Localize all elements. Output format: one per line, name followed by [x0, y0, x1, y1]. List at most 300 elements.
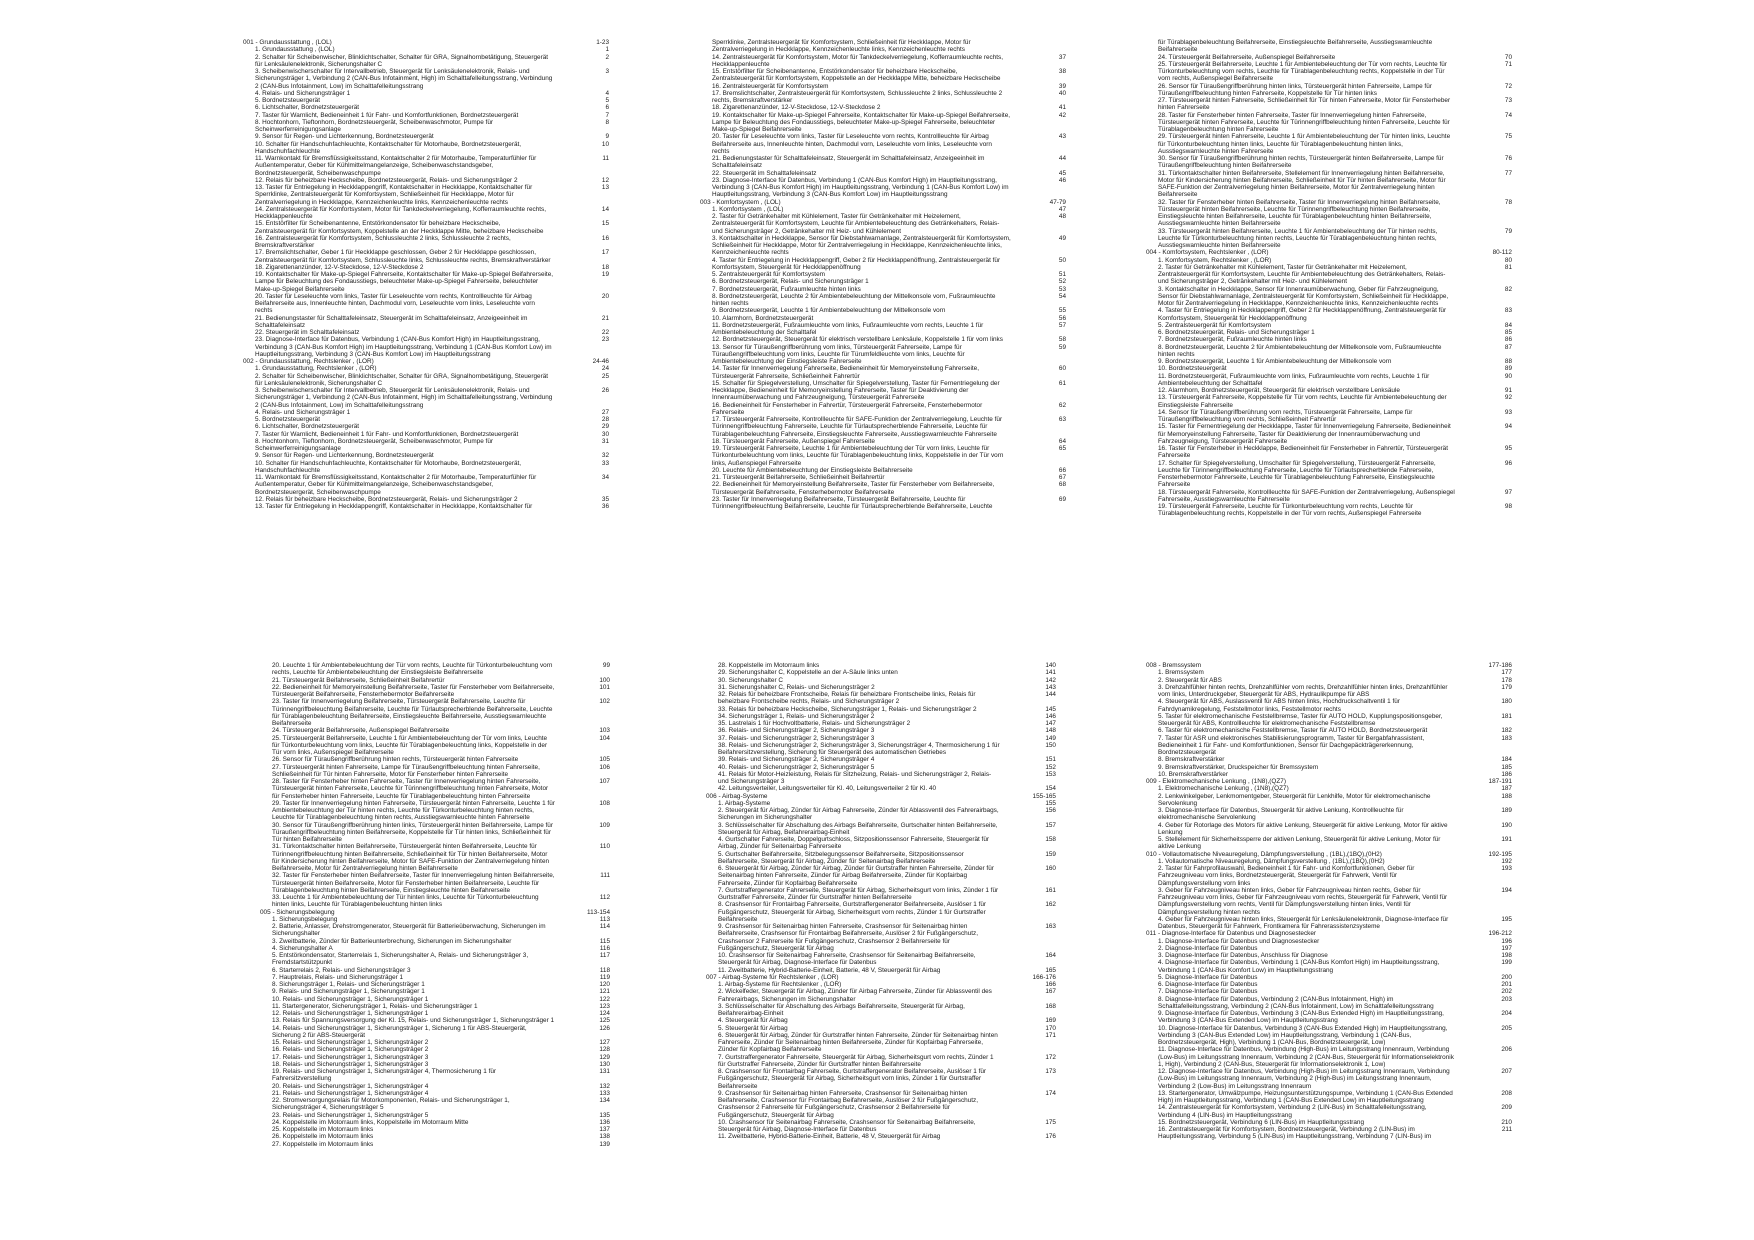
- toc-entry: [706, 865, 1056, 887]
- toc-entry: [706, 684, 1056, 691]
- toc-page-number: 44: [1058, 155, 1066, 162]
- toc-entry: [243, 503, 609, 510]
- toc-entry-title: 19. Kontaktschalter für Make-up-Spiegel Fahrerseite, Kontaktschalter für Make-up-Spiegel Beifahrerseite, Lampe für Beleuchtung des Fondausstiegs, beleuchteter Make-up-Spiegel Fahrerseite, beleuchteter Make-up-Spiegel Beifahrerseite: [712, 111, 1011, 133]
- toc-entry: [260, 872, 610, 894]
- toc-page-number: 30: [601, 430, 609, 438]
- toc-page-number: 46: [1058, 176, 1066, 184]
- toc-page-number: 115: [599, 937, 610, 945]
- toc-page-number: 120: [599, 981, 610, 988]
- toc-entry: [706, 981, 1056, 988]
- toc-entry: [1146, 785, 1512, 792]
- toc-entry-title: 8. Bordnetzsteuergerät, Leuchte 2 für Ambientebeleuchtung der Mittelkonsole vorn, Fußraumleuchte hinten rechts: [712, 292, 996, 307]
- toc-entry-title: 16. Taster für Fensterheber in Heckklappe, Bedieneinheit für Fensterheber in Fahrertür, Türsteuergerät Fahrerseite: [1158, 445, 1448, 460]
- toc-page-number: 149: [1045, 734, 1056, 742]
- toc-page-number: 126: [599, 1024, 610, 1032]
- toc-page-number: 15: [601, 220, 609, 228]
- toc-page-number: 117: [599, 952, 610, 959]
- toc-entry: [706, 1068, 1056, 1090]
- toc-entry-title: 33. Relais für beheizbare Heckscheibe, Sicherungsträger 1, Relais- und Sicherungsträger 2: [718, 705, 977, 713]
- toc-page-number: 3: [605, 68, 609, 75]
- toc-entry: [1146, 112, 1512, 134]
- toc-entry-title: 24. Türsteuergerät Beifahrerseite, Außenspiegel Beifahrerseite: [272, 727, 450, 735]
- toc-page-number: 177: [1501, 669, 1512, 677]
- toc-entry: [700, 271, 1066, 278]
- toc-entry-title: 27. Koppelstelle im Motorraum links: [272, 1140, 374, 1148]
- toc-entry: [260, 938, 610, 945]
- toc-entry-title: 15. Entstörfilter für Scheibenantenne, Entstörkondensator für beheizbare Heckscheibe, Zentralsteuergerät für Komfortsystem, Koppelstelle an der Heckklappe Mitte, beheizbare Heckscheibe: [712, 68, 1001, 83]
- toc-entry: [1146, 322, 1512, 329]
- toc-page-number: 104: [599, 734, 610, 742]
- toc-entry: [700, 104, 1066, 111]
- toc-entry: [1146, 858, 1512, 865]
- toc-entry: [700, 286, 1066, 293]
- toc-page-number: 79: [1504, 227, 1512, 235]
- toc-entry: [243, 365, 609, 372]
- toc-entry: [243, 104, 609, 111]
- toc-entry-title: 19. Relais- und Sicherungsträger 1, Sicherungsträger 4, Thermosicherung 1 für Fahrersitzverstellung: [272, 1068, 497, 1083]
- toc-page-number: 52: [1058, 278, 1066, 286]
- toc-page-number: 85: [1504, 329, 1512, 336]
- toc-entry-title: 21. Bedienungstaster für Schalttafeleinsatz, Steuergerät im Schalttafeleinsatz, Anzeigeeinheit im Schalttafeleinsatz: [712, 155, 985, 170]
- toc-entry: [700, 467, 1066, 474]
- toc-entry: [243, 387, 609, 409]
- toc-entry: [700, 112, 1066, 134]
- toc-page-number: 23: [601, 336, 609, 344]
- toc-entry-title: 4. Relais- und Sicherungsträger 1: [255, 89, 351, 97]
- toc-page-number: 145: [1045, 705, 1056, 713]
- toc-entry: [260, 988, 610, 995]
- toc-entry-title: 10. Crashsensor für Seitenairbag Fahrerseite, Crashsensor für Seitenairbag Beifahrerseite, Steuergerät für Airbag, Diagnose-Interface für Datenbus: [718, 1118, 976, 1133]
- toc-page-number: 207: [1501, 1068, 1512, 1075]
- toc-entry-title: 12. Relais für beheizbare Heckscheibe, Bordnetzsteuergerät, Relais- und Sicherungsträger 2: [255, 495, 518, 503]
- toc-entry: [1146, 133, 1512, 155]
- toc-entry: [1146, 358, 1512, 365]
- toc-page-number: 43: [1058, 133, 1066, 141]
- toc-entry-title: 16. Zentralsteuergerät für Komfortsystem, Bordnetzsteuergerät, Verbindung 2 (LIN-Bus) im Hauptleitungsstrang, Verbindung 5 (LIN-Bus) im Hauptleitungsstrang, Verbindung 7 (LIN-Bus) im: [1158, 1126, 1432, 1141]
- toc-entry-title: Sperrklinke, Zentralsteuergerät für Komfortsystem, Schließeinheit für Heckklappe, Motor für Zentralverriegelung in Heckklappe, Kennzeichenleuchte links, Kennzeichenleuchte rechts: [712, 39, 971, 54]
- toc-entry-title: 5. Steuergerät für Airbag: [718, 1024, 788, 1032]
- toc-entry-title: 3. Scheibenwischerschalter für Intervallbetrieb, Steuergerät für Lenksäulenelektronik, Relais- und Sicherungsträger 1, Verbindung 2 (CAN-Bus Infotainment, High) im Schalttafelleitungsstrang, Verbindung 2 (CAN-Bus Infotainment, Low) im Schalttafelleitungsstrang: [255, 68, 553, 90]
- toc-page-number: 112: [599, 894, 610, 901]
- toc-entry-title: 22. Bedieneinheit für Memoryeinstellung Beifahrerseite, Taster für Fensterheber vorn Beifahrerseite, Türsteuergerät Beifahrerseite, Fensterhebermotor Beifahrerseite: [272, 683, 555, 698]
- toc-page-number: 209: [1501, 1104, 1512, 1112]
- toc-page-number: 196-212: [1488, 930, 1512, 938]
- toc-entry-title: 8. Sicherungsträger 1, Relais- und Sicherungsträger 1: [272, 981, 425, 988]
- toc-page-number: 80-112: [1492, 249, 1512, 257]
- toc-entry: [706, 901, 1056, 923]
- toc-page-number: 176: [1045, 1133, 1056, 1141]
- toc-entry: [1146, 489, 1512, 504]
- toc-page-number: 102: [599, 698, 610, 706]
- toc-page-number: 133: [599, 1089, 610, 1097]
- toc-section-heading: [1146, 778, 1512, 785]
- toc-entry: [243, 155, 609, 177]
- toc-entry: [243, 220, 609, 235]
- toc-entry-title: 7. Diagnose-Interface für Datenbus: [1158, 988, 1258, 996]
- toc-page-number: 195: [1501, 915, 1512, 923]
- toc-entry-title: 3. Schlüsselschalter für Abschaltung des Airbags Beifahrerseite, Steuergerät für Airbag, Beifahrerairbag-Einheit: [718, 1002, 965, 1017]
- toc-entry: [700, 344, 1066, 366]
- toc-entry: [243, 315, 609, 330]
- toc-entry-title: 11. Zweitbatterie, Hybrid-Batterie-Einheit, Batterie, 48 V, Steuergerät für Airbag: [718, 966, 941, 974]
- toc-entry: [1146, 155, 1512, 170]
- toc-entry-title: 3. Zweitbatterie, Zünder für Batterieunterbrechung, Sicherungen im Sicherungshalter: [272, 937, 512, 945]
- toc-entry-title: 5. Zentralsteuergerät für Komfortsystem: [1158, 321, 1271, 329]
- toc-entry: [1146, 83, 1512, 98]
- toc-page-number: 208: [1501, 1089, 1512, 1097]
- toc-entry: [706, 988, 1056, 1003]
- toc-page-number: 150: [1045, 741, 1056, 749]
- toc-entry: [1146, 959, 1512, 974]
- toc-entry-title: 22. Bedieneinheit für Memoryeinstellung Beifahrerseite, Taster für Fensterheber vorn Beifahrerseite, Türsteuergerät Beifahrerseite, Fensterhebermotor Beifahrerseite: [712, 481, 995, 496]
- toc-page-number: 76: [1504, 155, 1512, 162]
- toc-entry: [706, 706, 1056, 713]
- toc-entry-title: 10. Alarmhorn, Bordnetzsteuergerät: [712, 314, 814, 322]
- toc-page-number: 155: [1045, 799, 1056, 807]
- toc-entry-title: 11. Bordnetzsteuergerät, Fußraumleuchte vorn links, Fußraumleuchte vorn rechts, Leuchte 1 für Ambientebeleuchtung der Schalttafel: [712, 321, 984, 336]
- toc-entry-title: 34. Sicherungsträger 1, Relais- und Sicherungsträger 2: [718, 712, 875, 720]
- toc-entry-title: 20. Leuchte 1 für Ambientebeleuchtung der Tür vorn rechts, Leuchte für Türkonturbeleuchtung vorn rechts, Leuchte für Ambientebeleuchtung der Einstiegsleiste Beifahrerseite: [272, 662, 553, 677]
- toc-entry-title: 21. Bedienungstaster für Schalttafeleinsatz, Steuergerät im Schalttafeleinsatz, Anzeigeeinheit im Schalttafeleinsatz: [255, 314, 528, 329]
- toc-entry: [706, 677, 1056, 684]
- toc-page-number: 14: [601, 205, 609, 213]
- toc-page-number: 95: [1504, 445, 1512, 452]
- toc-entry-title: 004 - Komfortsystem, Rechtslenker , (LOR): [1146, 249, 1269, 257]
- toc-entry-title: 22. Steuergerät im Schalttafeleinsatz: [255, 329, 360, 336]
- toc-entry-title: 1. Airbag-Systeme für Rechtslenker , (LOR): [718, 981, 842, 988]
- toc-column-2: [700, 39, 1066, 510]
- toc-entry-title: 3. Geber für Fahrzeugniveau hinten links, Geber für Fahrzeugniveau hinten rechts, Geber für Fahrzeugniveau vorn links, Geber für Fahrzeugniveau vorn rechts, Steuergerät für Fahrwerk, Ventil für Dämpfungsverstellung vorn rechts, Ventil für Dämpfungsverstellung hinten links, Ventil für Dämpfungsverstellung hinten rechts: [1158, 886, 1448, 916]
- toc-entry: [260, 916, 610, 923]
- toc-page-number: 161: [1045, 886, 1056, 894]
- toc-entry: [243, 293, 609, 315]
- toc-entry-title: 007 - Airbag-Systeme für Rechtslenker , (LOR): [706, 973, 839, 981]
- toc-entry: [243, 90, 609, 97]
- toc-entry: [260, 1097, 610, 1112]
- toc-entry: [706, 756, 1056, 763]
- toc-entry: [1146, 822, 1512, 837]
- toc-entry: [706, 1133, 1056, 1140]
- toc-entry-title: 13. Relais für Spannungsversorgung der Kl. 15, Relais- und Sicherungsträger 1, Sicherungsträger 1: [272, 1017, 555, 1025]
- toc-entry-title: 21. Relais- und Sicherungsträger 1, Sicherungsträger 4: [272, 1089, 429, 1097]
- toc-page-number: 128: [599, 1046, 610, 1054]
- toc-entry-title: 33. Leuchte 1 für Ambientebeleuchtung der Tür hinten links, Leuchte für Türkonturbeleuchtung hinten links, Leuchte für Türablagenbeleuchtung hinten links: [272, 894, 539, 909]
- toc-page-number: 179: [1501, 683, 1512, 691]
- toc-entry-title: 1. Grundausstattung , (LOL): [255, 46, 335, 54]
- toc-entry: [1146, 344, 1512, 359]
- toc-page-number: 156: [1045, 807, 1056, 814]
- toc-entry: [1146, 807, 1512, 822]
- toc-entry: [706, 1017, 1056, 1024]
- toc-entry-title: 10. Schalter für Handschuhfachleuchte, Kontaktschalter für Motorhaube, Bordnetzsteuergerät, Handschuhfachleuchte: [255, 140, 522, 155]
- toc-entry: [260, 698, 610, 727]
- toc-page-number: 163: [1045, 923, 1056, 930]
- toc-entry-title: 28. Koppelstelle im Motorraum links: [718, 662, 820, 669]
- toc-entry: [700, 278, 1066, 285]
- toc-page-number: 192: [1501, 857, 1512, 865]
- toc-entry: [260, 778, 610, 800]
- toc-entry-title: 16. Zentralsteuergerät für Komfortsystem: [712, 82, 829, 90]
- toc-page-number: 48: [1058, 213, 1066, 220]
- toc-entry: [1146, 677, 1512, 684]
- toc-entry: [706, 691, 1056, 706]
- toc-section-heading: [1146, 249, 1512, 256]
- toc-entry: [1146, 916, 1512, 931]
- toc-page-number: 201: [1501, 981, 1512, 988]
- toc-entry-title: 15. Taster für Fernentriegelung der Heckklappe, Taster für Innenverriegelung Fahrerseite, Bedieneinheit für Memoryeinstellung Fahrerseite, Taster für Deaktivierung der Innenraumüberwachung und Fahrzeugneigung, Türsteuergerät Fahrerseite: [1158, 423, 1451, 445]
- toc-entry: [1146, 669, 1512, 676]
- toc-entry: [1146, 387, 1512, 394]
- toc-entry: [260, 843, 610, 872]
- toc-page-number: 211: [1501, 1126, 1512, 1133]
- toc-page-number: 165: [1045, 966, 1056, 974]
- toc-entry-title: 30. Sicherungshalter C: [718, 676, 784, 684]
- toc-page-number: 155-165: [1032, 792, 1056, 800]
- toc-page-number: 72: [1504, 82, 1512, 90]
- toc-entry-title: 40. Relais- und Sicherungsträger 2, Sicherungsträger 5: [718, 763, 875, 771]
- toc-entry: [260, 981, 610, 988]
- toc-entry: [706, 1054, 1056, 1069]
- toc-page-number: 92: [1504, 394, 1512, 402]
- toc-entry: [706, 1090, 1056, 1119]
- toc-page-number: 12: [601, 176, 609, 184]
- toc-entry-title: 006 - Airbag-Systeme: [706, 792, 768, 800]
- toc-entry-title: 23. Diagnose-Interface für Datenbus, Verbindung 1 (CAN-Bus Komfort High) im Hauptleitungsstrang, Verbindung 3 (CAN-Bus Komfort High) im Hauptleitungsstrang, Verbindung 1 (CAN-Bus Komfort Low) im Hauptleitungsstrang, Verbindung 3 (CAN-Bus Komfort Low) im Hauptleitungsstrang: [255, 336, 552, 358]
- toc-page-number: 113-154: [587, 908, 610, 916]
- toc-page-number: 116: [599, 944, 610, 952]
- toc-entry: [700, 54, 1066, 69]
- toc-page-number: 84: [1504, 321, 1512, 329]
- toc-page-number: 173: [1045, 1068, 1056, 1075]
- toc-entry: [700, 496, 1066, 511]
- toc-entry: [1146, 764, 1512, 771]
- toc-page-number: 122: [599, 995, 610, 1003]
- toc-entry-title: 15. Schalter für Spiegelverstellung, Umschalter für Spiegelverstellung, Taster für Fernentriegelung der Heckklappe, Bedieneinheit für Memoryeinstellung Fahrerseite, Taster für Deaktivierung der Innenraumüberwachung und Fahrzeugneigung, Türsteuergerät Fahrerseite: [712, 379, 1000, 402]
- toc-entry: [260, 727, 610, 734]
- toc-entry-title: 20. Taster für Leseleuchte vorn links, Taster für Leseleuchte vorn rechts, Kontrollleuchte für Airbag Beifahrerseite aus, Innenleuchte hinten, Dachmodul vorn, Leseleuchte vorn links, Leseleuchte vorn rechts: [255, 292, 535, 315]
- toc-entry: [243, 438, 609, 453]
- toc-entry-title: 14. Taster für Innenverriegelung Fahrerseite, Bedieneinheit für Memoryeinstellung Fahrerseite, Türsteuergerät Fahrerseite, Schließeinheit Fahrertür: [712, 365, 980, 380]
- toc-page-number: 1-23: [596, 39, 609, 46]
- toc-page-number: 188: [1501, 792, 1512, 800]
- toc-entry-title: 8. Crashsensor für Frontairbag Fahrerseite, Gurtstraffergenerator Beifahrerseite, Auslöser 1 für Fußgängerschutz, Steuergerät für Airbag, Sicherheitsgurt vorn rechts, Zünder 1 für Gurtstraffer Beifahrerseite: [718, 901, 987, 923]
- toc-page-number: 169: [1045, 1017, 1056, 1025]
- toc-page-number: 198: [1501, 952, 1512, 959]
- toc-page-number: 37: [1058, 53, 1066, 61]
- toc-entry-title: 4. Geber für Rotorlage des Motors für aktive Lenkung, Steuergerät für aktive Lenkung, Motor für aktive Lenkung: [1158, 821, 1448, 836]
- toc-page-number: 39: [1058, 82, 1066, 90]
- toc-entry: [1146, 228, 1512, 250]
- toc-page-number: 203: [1501, 995, 1512, 1003]
- toc-entry-title: 5. Bordnetzsteuergerät: [255, 97, 321, 104]
- toc-entry-title: 17. Türsteuergerät Fahrerseite, Kontrollleuchte für SAFE-Funktion der Zentralverriegelung, Leuchte für Türinnengriffbeleuchtung Fahrerseite, Leuchte für Türlautsprecherblende Fahrerseite, Leuchte für Türablagenbeleuchtung Fahrerseite, Einstiegsleuchte Fahrerseite, Ausstiegswarnleuchte Fahrerseite: [712, 416, 1003, 438]
- toc-entry-title: 30. Sensor für Türaußengriffberührung hinten links, Türsteuergerät hinten Beifahrerseite, Lampe für Türaußengriffbeleuchtung hinten Beifahrerseite, Koppelstelle für Tür hinten links, Schließeinheit für Tür hinten Beifahrerseite: [272, 821, 553, 843]
- toc-entry-title: 7. Taster für Warnlicht, Bedieneinheit 1 für Fahr- und Komfortfunktionen, Bordnetzsteuergerät: [255, 111, 519, 119]
- toc-entry: [260, 800, 610, 822]
- toc-entry: [706, 851, 1056, 866]
- toc-page-number: 191: [1501, 836, 1512, 843]
- toc-entry-title: 13. Taster für Entriegelung in Heckklappengriff, Kontaktschalter in Heckklappe, Kontaktschalter für: [255, 503, 533, 510]
- toc-entry: [706, 822, 1056, 837]
- toc-entry: [243, 112, 609, 119]
- toc-entry: [260, 1046, 610, 1053]
- toc-page-number: 6: [605, 104, 609, 112]
- toc-entry-title: 4. Diagnose-Interface für Datenbus, Verbindung 1 (CAN-Bus Komfort High) im Hauptleitungsstrang, Verbindung 1 (CAN-Bus Komfort Low) im Hauptleitungsstrang: [1158, 959, 1440, 974]
- toc-page-number: 36: [601, 503, 609, 510]
- toc-page-number: 204: [1501, 1010, 1512, 1017]
- toc-entry-title: 31. Türkontaktschalter hinten Beifahrerseite, Stellelement für Innenverriegelung hinten Beifahrerseite, Motor für Kindersicherung hinten Beifahrerseite, Schließeinheit für Tür hinten Beifahrerseite, Motor für SAFE-Funktion der Zentralverriegelung hinten Beifahrerseite, Motor für Zentralverriegelung hinten Beifahrerseite: [1158, 169, 1446, 199]
- toc-page-number: 181: [1501, 712, 1512, 720]
- toc-page-number: 2: [605, 53, 609, 61]
- toc-page-number: 91: [1504, 387, 1512, 394]
- toc-page-number: 71: [1504, 60, 1512, 68]
- toc-entry: [260, 684, 610, 699]
- toc-column-1: [243, 39, 609, 510]
- toc-page-number: 105: [599, 756, 610, 764]
- toc-entry: [1146, 329, 1512, 336]
- toc-entry: [260, 1003, 610, 1010]
- toc-page-number: 90: [1504, 372, 1512, 380]
- toc-entry: [243, 496, 609, 503]
- toc-entry-title: 008 - Bremssystem: [1146, 662, 1202, 669]
- toc-entry-title: 5. Bordnetzsteuergerät: [255, 416, 321, 423]
- toc-page-number: 170: [1045, 1024, 1056, 1032]
- toc-page-number: 153: [1045, 770, 1056, 778]
- toc-page-number: 166: [1045, 981, 1056, 988]
- toc-entry: [243, 119, 609, 134]
- toc-entry-title: 12. Relais- und Sicherungsträger 1, Sicherungsträger 1: [272, 1010, 429, 1017]
- toc-page-number: 158: [1045, 836, 1056, 843]
- toc-page-number: 200: [1501, 973, 1512, 981]
- toc-entry: [1146, 1119, 1512, 1126]
- toc-column-5: [706, 662, 1056, 1141]
- toc-entry: [260, 1141, 610, 1148]
- toc-entry-title: 30. Sensor für Türaußengriffberührung hinten rechts, Türsteuergerät hinten Beifahrerseite, Lampe für Türaußengriffbeleuchtung hinten Beifahrerseite: [1158, 155, 1444, 170]
- toc-entry-title: 29. Türsteuergerät hinten Fahrerseite, Leuchte 1 für Ambientebeleuchtung der Tür hinten links, Leuchte für Türkonturbeleuchtung hinten links, Leuchte für Türablagenbeleuchtung hinten links, Ausstiegswarnleuchte hinten Fahrerseite: [1158, 133, 1451, 155]
- toc-entry-title: 37. Relais- und Sicherungsträger 2, Sicherungsträger 3: [718, 734, 875, 742]
- toc-entry-title: 4. Steuergerät für Airbag: [718, 1017, 788, 1025]
- toc-page-number: 83: [1504, 307, 1512, 315]
- toc-entry-title: 10. Bremskraftverstärker: [1158, 770, 1228, 778]
- toc-entry: [1146, 460, 1512, 489]
- toc-page-number: 64: [1058, 437, 1066, 445]
- toc-page-number: 7: [605, 111, 609, 119]
- toc-page-number: 45: [1058, 169, 1066, 177]
- toc-entry: [260, 952, 610, 967]
- toc-entry: [700, 315, 1066, 322]
- toc-section-heading: [1146, 851, 1512, 858]
- toc-entry-title: 7. Gurtstraffergenerator Fahrerseite, Steuergerät für Airbag, Sicherheitsgurt vorn rechts, Zünder 1 für Gurtstraffer Fahrerseite, Zünder für Gurtstraffer hinten Beifahrerseite: [718, 1053, 994, 1068]
- toc-entry-title: 22. Steuergerät im Schalttafeleinsatz: [712, 169, 817, 177]
- toc-page-number: 146: [1045, 712, 1056, 720]
- toc-entry: [260, 1090, 610, 1097]
- toc-entry-title: 17. Bremslichtschalter, Zentralsteuergerät für Komfortsystem, Schlussleuchte 2 links, Schlussleuchte 2 rechts, Bremskraftverstärker: [712, 89, 1003, 104]
- toc-page-number: 187-191: [1488, 778, 1512, 785]
- toc-page-number: 205: [1501, 1024, 1512, 1032]
- toc-entry-title: 26. Sensor für Türaußengriffberührung hinten rechts, Türsteuergerät hinten Fahrerseite: [272, 756, 519, 764]
- toc-entry: [260, 923, 610, 938]
- toc-entry-title: 29. Taster für Innenverriegelung hinten Fahrerseite, Türsteuergerät hinten Fahrerseite, Leuchte 1 für Ambientebeleuchtung der Tür hinten rechts, Leuchte für Türkonturbeleuchtung hinten rechts, Leuchte für Türablagenbeleuchtung hinten rechts, Ausstiegswarnleuchte hinten Fahrerseite: [272, 799, 555, 822]
- toc-entry-title: 9. Sensor für Regen- und Lichterkennung, Bordnetzsteuergerät: [255, 133, 434, 141]
- toc-entry-title: 32. Taster für Fensterheber hinten Beifahrerseite, Taster für Innenverriegelung hinten Beifahrerseite, Türsteuergerät hinten Beifahrerseite, Leuchte für Türinnengriffbeleuchtung hinten Beifahrerseite, Einstiegsleuchte hinten Beifahrerseite, Leuchte für Türablagenbeleuchtung hinten Beifahrerseite, Ausstiegswarnleuchte hinten Beifahrerseite: [1158, 198, 1441, 228]
- toc-page-number: 124: [599, 1010, 610, 1017]
- toc-entry-title: für Türablagenbeleuchtung Beifahrerseite, Einstiegsleuchte Beifahrerseite, Ausstiegswarnleuchte Beifahrerseite: [1158, 39, 1433, 54]
- toc-page-number: 141: [1045, 669, 1056, 677]
- toc-page-number: 13: [601, 184, 609, 191]
- toc-entry-title: 3. Schlüsselschalter für Abschaltung des Airbags Beifahrerseite, Gurtschalter hinten Beifahrerseite, Steuergerät für Airbag, Beifahrerairbag-Einheit: [718, 821, 998, 836]
- toc-entry-title: 009 - Elektromechanische Lenkung , (1N8),(QZ7): [1146, 778, 1286, 785]
- toc-page-number: 56: [1058, 314, 1066, 322]
- toc-entry-title: 25. Koppelstelle im Motorraum links: [272, 1126, 374, 1133]
- toc-page-number: 183: [1501, 734, 1512, 742]
- toc-entry: [1146, 756, 1512, 763]
- toc-entry-title: 13. Sensor für Türaußengriffberührung vorn links, Türsteuergerät Fahrerseite, Lampe für Türaußengriffbeleuchtung vorn links, Leuchte für Türumfeldleuchte vorn links, Leuchte für Ambientebeleuchtung der Einstiegsleiste Fahrerseite: [712, 343, 965, 365]
- toc-page-number: 58: [1058, 336, 1066, 344]
- toc-entry-title: 7. Hauptrelais, Relais- und Sicherungsträger 1: [272, 973, 404, 981]
- toc-entry: [260, 1119, 610, 1126]
- toc-entry-title: 14. Zentralsteuergerät für Komfortsystem, Motor für Tankdeckelverriegelung, Kofferraumleuchte rechts, Heckklappenleuchte: [712, 53, 1004, 68]
- toc-page-number: 178: [1501, 676, 1512, 684]
- toc-entry-title: 4. Taster für Entriegelung in Heckklappengriff, Geber 2 für Heckklappenöffnung, Zentralsteuergerät für Komfortsystem, Steuergerät für Heckklappenöffnung: [712, 256, 1001, 271]
- toc-entry: [1146, 684, 1512, 699]
- toc-entry: [706, 662, 1056, 669]
- toc-entry: [1146, 409, 1512, 424]
- toc-entry-title: 15. Entstörfilter für Scheibenantenne, Entstörkondensator für beheizbare Heckscheibe, Zentralsteuergerät für Komfortsystem, Koppelstelle an der Heckklappe Mitte, beheizbare Heckscheibe: [255, 220, 544, 235]
- toc-page-number: 24-46: [592, 358, 609, 365]
- toc-page-number: 42: [1058, 111, 1066, 119]
- toc-entry-title: 4. Steuergerät für ABS, Auslassventil für ABS hinten links, Hochdruckschaltventil 1 für Fahrdynamikregelung, Feststellmotor links, Feststellmotor rechts: [1158, 698, 1400, 713]
- toc-entry-title: 11. Diagnose-Interface für Datenbus, Verbindung (High-Bus) im Leitungsstrang Innenraum, Verbindung (Low-Bus) im Leitungsstrang Innenraum, Verbindung 2 (CAN-Bus, Steuergerät für Informationselektronik 1, High), Verbindung 2 (CAN-Bus, Steuergerät für Informationselektronik 1, Low): [1158, 1046, 1454, 1068]
- toc-entry-title: 3. Scheibenwischerschalter für Intervallbetrieb, Steuergerät für Lenksäulenelektronik, Relais- und Sicherungsträger 1, Verbindung 2 (CAN-Bus Infotainment, High) im Schalttafelleitungsstrang, Verbindung 2 (CAN-Bus Infotainment, Low) im Schalttafelleitungsstrang: [255, 387, 553, 409]
- toc-entry-title: 11. Startergenerator, Sicherungsträger 1, Relais- und Sicherungsträger 1: [272, 1002, 478, 1010]
- toc-entry: [1146, 793, 1512, 808]
- toc-page-number: 135: [599, 1111, 610, 1119]
- toc-entry-title: 10. Diagnose-Interface für Datenbus, Verbindung 3 (CAN-Bus Extended High) im Hauptleitungsstrang, Verbindung 3 (CAN-Bus Extended Low) im Hauptleitungsstrang, Verbindung 1 (CAN-Bus, Bordnetzsteuergerät, High), Verbindung 1 (CAN-Bus, Bordnetzsteuergerät, Low): [1158, 1024, 1448, 1046]
- toc-entry: [1146, 727, 1512, 734]
- toc-entry: [700, 83, 1066, 90]
- toc-entry: [1146, 1010, 1512, 1025]
- toc-entry-title: 12. Alarmhorn, Bordnetzsteuergerät, Steuergerät für elektrisch verstellbare Lenksäule: [1158, 387, 1400, 394]
- toc-page-number: 34: [601, 474, 609, 481]
- toc-page-number: 189: [1501, 807, 1512, 814]
- toc-page-number: 177-186: [1488, 662, 1512, 669]
- toc-entry: [706, 1032, 1056, 1054]
- toc-entry: [1146, 735, 1512, 757]
- toc-page-number: 197: [1501, 944, 1512, 952]
- toc-entry: [1146, 170, 1512, 199]
- toc-page-number: 47: [1058, 205, 1066, 213]
- toc-entry-title: 20. Taster für Leseleuchte vorn links, Taster für Leseleuchte vorn rechts, Kontrollleuchte für Airbag Beifahrerseite aus, Innenleuchte hinten, Dachmodul vorn, Leseleuchte vorn links, Leseleuchte vorn rechts: [712, 133, 992, 155]
- toc-entry: [706, 764, 1056, 771]
- toc-entry: [1146, 974, 1512, 981]
- toc-entry: [700, 68, 1066, 83]
- toc-entry-title: 14. Zentralsteuergerät für Komfortsystem, Verbindung 2 (LIN-Bus) im Schalttafelleitungsstrang, Verbindung 4 (LIN-Bus) im Hauptleitungsstrang: [1158, 1104, 1427, 1119]
- toc-entry: [1146, 307, 1512, 322]
- toc-entry: [706, 923, 1056, 952]
- toc-entry-title: 6. Lichtschalter, Bordnetzsteuergerät: [255, 104, 360, 112]
- toc-page-number: 93: [1504, 408, 1512, 416]
- toc-entry: [260, 1025, 610, 1040]
- toc-page-number: 54: [1058, 292, 1066, 300]
- toc-entry: [700, 213, 1066, 235]
- toc-entry-title: 2. Taster für Getränkehalter mit Kühlelement, Taster für Getränkehalter mit Heizelement, Zentralsteuergerät für Komfortsystem, Leuchte für Ambientebeleuchtung des Getränkehalters, Relais- und Sicherungsträger 2, Getränkehalter mit Heiz- und Kühlelement: [1158, 263, 1446, 286]
- toc-page-number: 108: [599, 799, 610, 807]
- toc-page-number: 66: [1058, 466, 1066, 474]
- toc-entry-title: 32. Relais für beheizbare Frontscheibe, Relais für beheizbare Frontscheibe links, Relais für beheizbare Frontscheibe rechts, Relais- und Sicherungsträger 2: [718, 691, 976, 706]
- toc-entry: [700, 402, 1066, 417]
- toc-page-number: 28: [601, 416, 609, 423]
- toc-entry: [700, 307, 1066, 314]
